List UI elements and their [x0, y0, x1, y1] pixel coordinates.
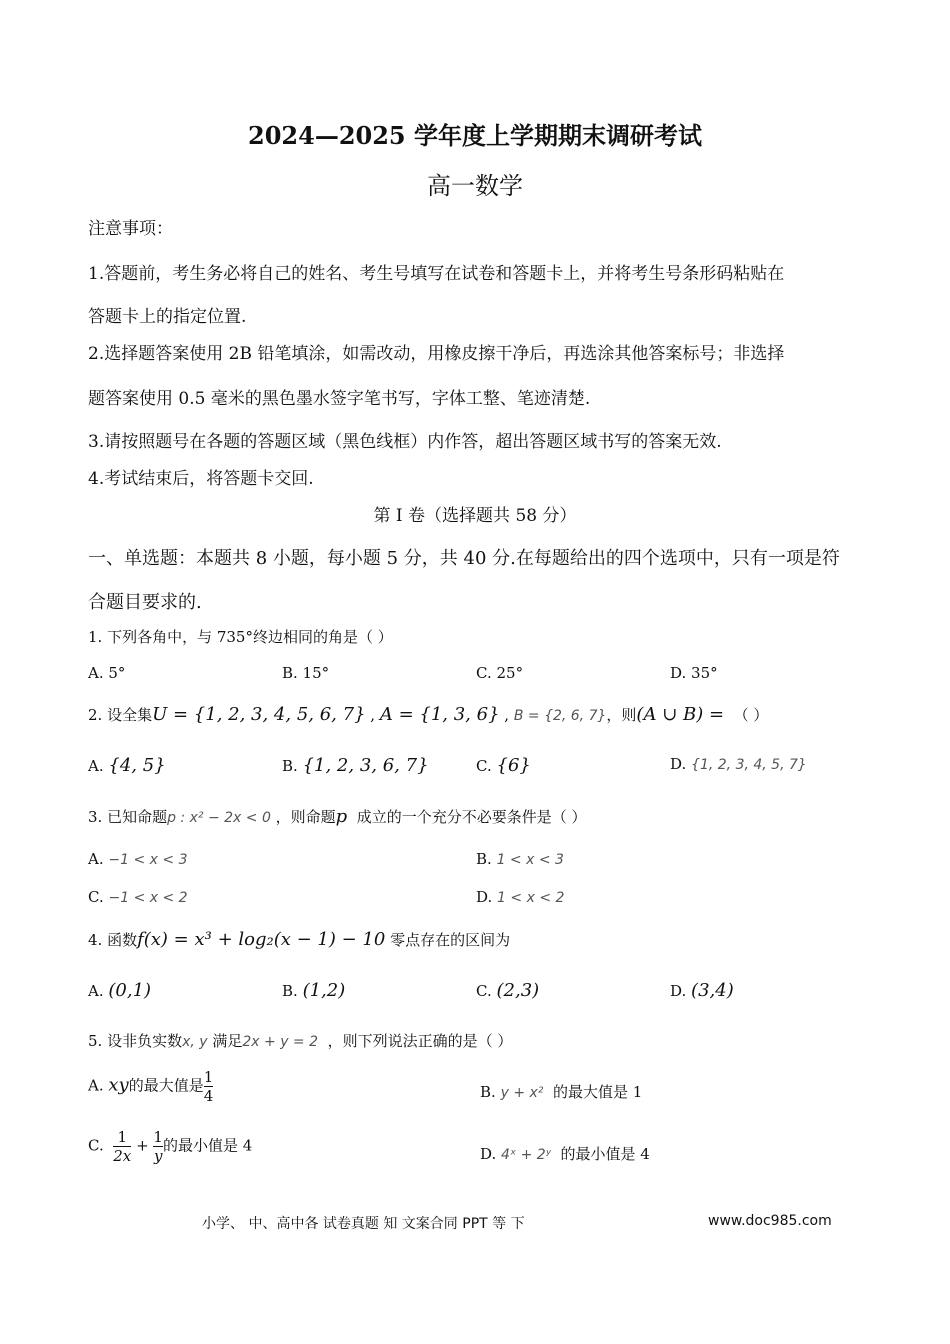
question-2-expression: (A ∪ B) =: [636, 704, 725, 725]
question-5-stem: 5. 设非负实数x, y 满足2x + y = 2 ，则下列说法正确的是（ ）: [88, 1032, 513, 1050]
notice-heading: 注意事项：: [88, 219, 173, 239]
notice-item-1: 1.答题前，考生务必将自己的姓名、考生号填写在试卷和答题卡上，并将考生号条形码粘贴在: [88, 264, 785, 284]
question-5-option-c: C. $\frac{1}{2x}$ + $\frac{1}{y}$ 的最小值是 4: [88, 1128, 253, 1165]
question-1-option-d: D. 35°: [670, 664, 718, 682]
footer-url[interactable]: www.doc985.com: [708, 1213, 832, 1229]
question-5-option-a: A. xy的最大值是 $\frac{1}{4}$: [88, 1068, 214, 1105]
section-title: 第 I 卷（选择题共 58 分）: [373, 506, 577, 526]
notice-item-1-cont: 答题卡上的指定位置.: [88, 307, 247, 327]
question-2-paren: （ ）: [733, 706, 769, 724]
question-4-option-d: D. (3,4): [670, 980, 734, 1001]
footer-text: 小学、 中、高中各 试卷真题 知 文案合同 PPT 等 下: [202, 1216, 525, 1232]
question-4-function: f(x) = x³ + log₂(x − 1) − 10: [137, 929, 386, 950]
question-2-option-b: B. {1, 2, 3, 6, 7}: [282, 755, 429, 776]
exam-subject: 高一数学: [427, 172, 523, 200]
question-5-option-b: B. y + x² 的最大值是 1: [480, 1083, 643, 1101]
notice-item-4: 4.考试结束后，将答题卡交回.: [88, 469, 314, 489]
exam-title: 2024—2025 学年度上学期期末调研考试: [248, 121, 702, 150]
question-2-prefix: 2. 设全集: [88, 706, 153, 724]
question-2-option-d: D. {1, 2, 3, 4, 5, 7}: [670, 755, 807, 773]
question-5-option-d: D. 4ˣ + 2ʸ 的最小值是 4: [480, 1145, 650, 1163]
question-2-set-b: B = {2, 6, 7}: [513, 708, 607, 724]
question-3-option-d: D. 1 < x < 2: [476, 888, 565, 906]
question-3-option-c: C. −1 < x < 2: [88, 888, 188, 906]
question-3-option-b: B. 1 < x < 3: [476, 850, 564, 868]
question-1-option-a: A. 5°: [88, 664, 126, 682]
question-4-option-c: C. (2,3): [476, 980, 540, 1001]
question-1-option-b: B. 15°: [282, 664, 330, 682]
question-4-option-b: B. (1,2): [282, 980, 346, 1001]
question-3-option-a: A. −1 < x < 3: [88, 850, 188, 868]
question-4-option-a: A. (0,1): [88, 980, 152, 1001]
question-3-proposition: p : x² − 2x < 0: [167, 810, 271, 826]
part-heading-cont: 合题目要求的.: [88, 592, 202, 613]
question-2-option-c: C. {6}: [476, 755, 531, 776]
question-1-stem: 1. 下列各角中，与 735°终边相同的角是（ ）: [88, 628, 393, 646]
question-3-stem: 3. 已知命题p : x² − 2x < 0 ，则命题p 成立的一个充分不必要条件是（ ）: [88, 806, 587, 827]
question-2-set-a: A = {1, 3, 6}: [379, 704, 500, 725]
question-2-option-a: A. {4, 5}: [88, 755, 166, 776]
question-2-then: ，则: [606, 706, 637, 724]
notice-item-2: 2.选择题答案使用 2B 铅笔填涂，如需改动，用橡皮擦干净后，再选涂其他答案标号；非选择: [88, 344, 785, 364]
notice-item-3: 3.请按照题号在各题的答题区域（黑色线框）内作答，超出答题区域书写的答案无效.: [88, 432, 722, 452]
question-2-stem: 2. 设全集U = {1, 2, 3, 4, 5, 6, 7} , A = {1, 3, 6} , B = {2, 6, 7}，则(A ∪ B) = （ ）: [88, 704, 769, 725]
notice-item-2-cont: 题答案使用 0.5 毫米的黑色墨水签字笔书写，字体工整、笔迹清楚.: [88, 389, 591, 409]
part-heading: 一、单选题：本题共 8 小题，每小题 5 分，共 40 分.在每题给出的四个选项中，只有一项是符: [88, 548, 840, 569]
question-4-stem: 4. 函数f(x) = x³ + log₂(x − 1) − 10 零点存在的区间为: [88, 929, 511, 950]
question-2-universal-set: U = {1, 2, 3, 4, 5, 6, 7}: [152, 704, 366, 725]
question-1-option-c: C. 25°: [476, 664, 524, 682]
